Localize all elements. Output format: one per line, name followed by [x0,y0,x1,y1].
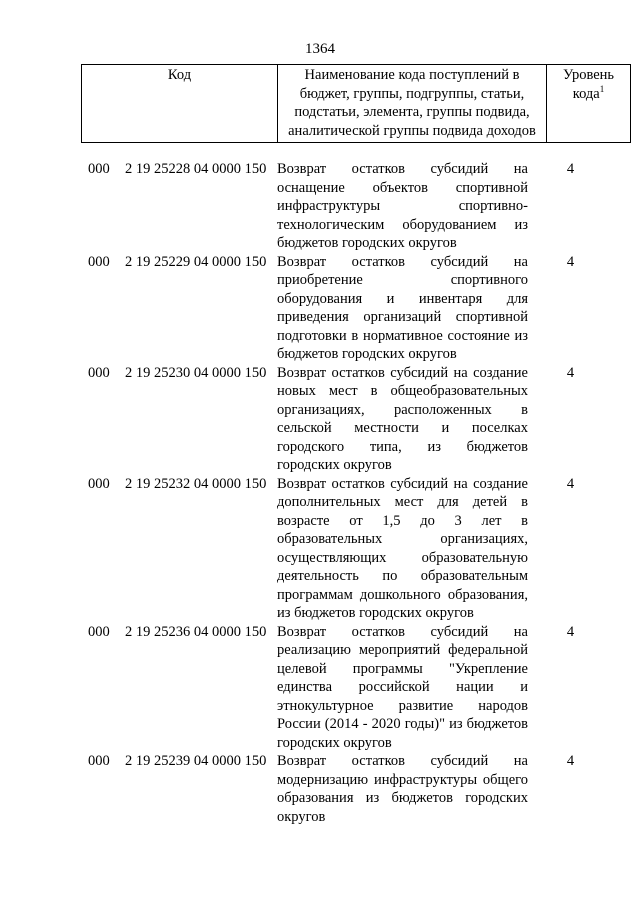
row-level: 4 [566,623,575,640]
header-level [547,65,631,143]
page-number: 1364 [305,41,335,57]
table-header [81,64,631,143]
table-row [81,752,609,826]
row-level: 4 [566,161,575,177]
table-row [81,475,609,623]
row-income-code: 2 19 25239 04 0000 150 [125,753,267,769]
table-row [81,364,609,475]
row-level: 4 [566,753,575,769]
row-admin-code: 000 [88,475,110,492]
row-admin-code: 000 [88,253,110,270]
row-income-code: 2 19 25236 04 0000 150 [125,623,267,640]
header-level-label: Уровень кода [562,67,615,102]
row-income-code: 2 19 25229 04 0000 150 [125,253,267,270]
header-code: Код [82,65,278,143]
row-name: Возврат остатков субсидий на создание дополнительных мест для детей в возрасте от 1,5 до 3 лет в образовательных организациях, осуществляющих образовательную деятельность по образовательным программам дошкольного образования, из бюджетов городских округов [277,475,528,621]
row-admin-code: 000 [88,364,110,381]
row-admin-code: 000 [88,161,110,177]
row-name: Возврат остатков субсидий на оснащение объектов спортивной инфраструктуры спортивно-технологическим оборудованием из бюджетов городских округов [277,161,528,251]
row-level: 4 [566,475,575,492]
row-admin-code: 000 [88,753,110,769]
row-income-code: 2 19 25230 04 0000 150 [125,364,267,381]
row-income-code: 2 19 25228 04 0000 150 [125,161,267,177]
row-name: Возврат остатков субсидий на реализацию мероприятий федеральной целевой программы "Укрепление единства российской нации и этнокультурное развитие народов России (2014 - 2020 годы)" из бюджетов городских округов [277,623,528,751]
row-level: 4 [566,253,575,270]
table-row [81,253,609,364]
row-name: Возврат остатков субсидий на приобретение спортивного оборудования и инвентаря для приведения организаций спортивной подготовки в нормативное состояние из бюджетов городских округов [277,253,528,362]
row-name: Возврат остатков субсидий на создание новых мест в общеобразовательных организациях, расположенных в сельской местности и поселках городского типа, из бюджетов городских округов [277,364,528,473]
table-body [81,160,609,826]
row-level: 4 [566,364,575,381]
header-name: Наименование кода поступлений в бюджет, группы, подгруппы, статьи, подстатьи, элемента, группы подвида, аналитической группы подвида доходов [278,65,547,143]
row-income-code: 2 19 25232 04 0000 150 [125,475,267,492]
table-row [81,160,609,253]
table-row [81,623,609,753]
row-admin-code: 000 [88,623,110,640]
row-name: Возврат остатков субсидий на модернизацию инфраструктуры общего образования из бюджетов городских округов [277,753,528,825]
footnote-marker: 1 [599,83,605,94]
